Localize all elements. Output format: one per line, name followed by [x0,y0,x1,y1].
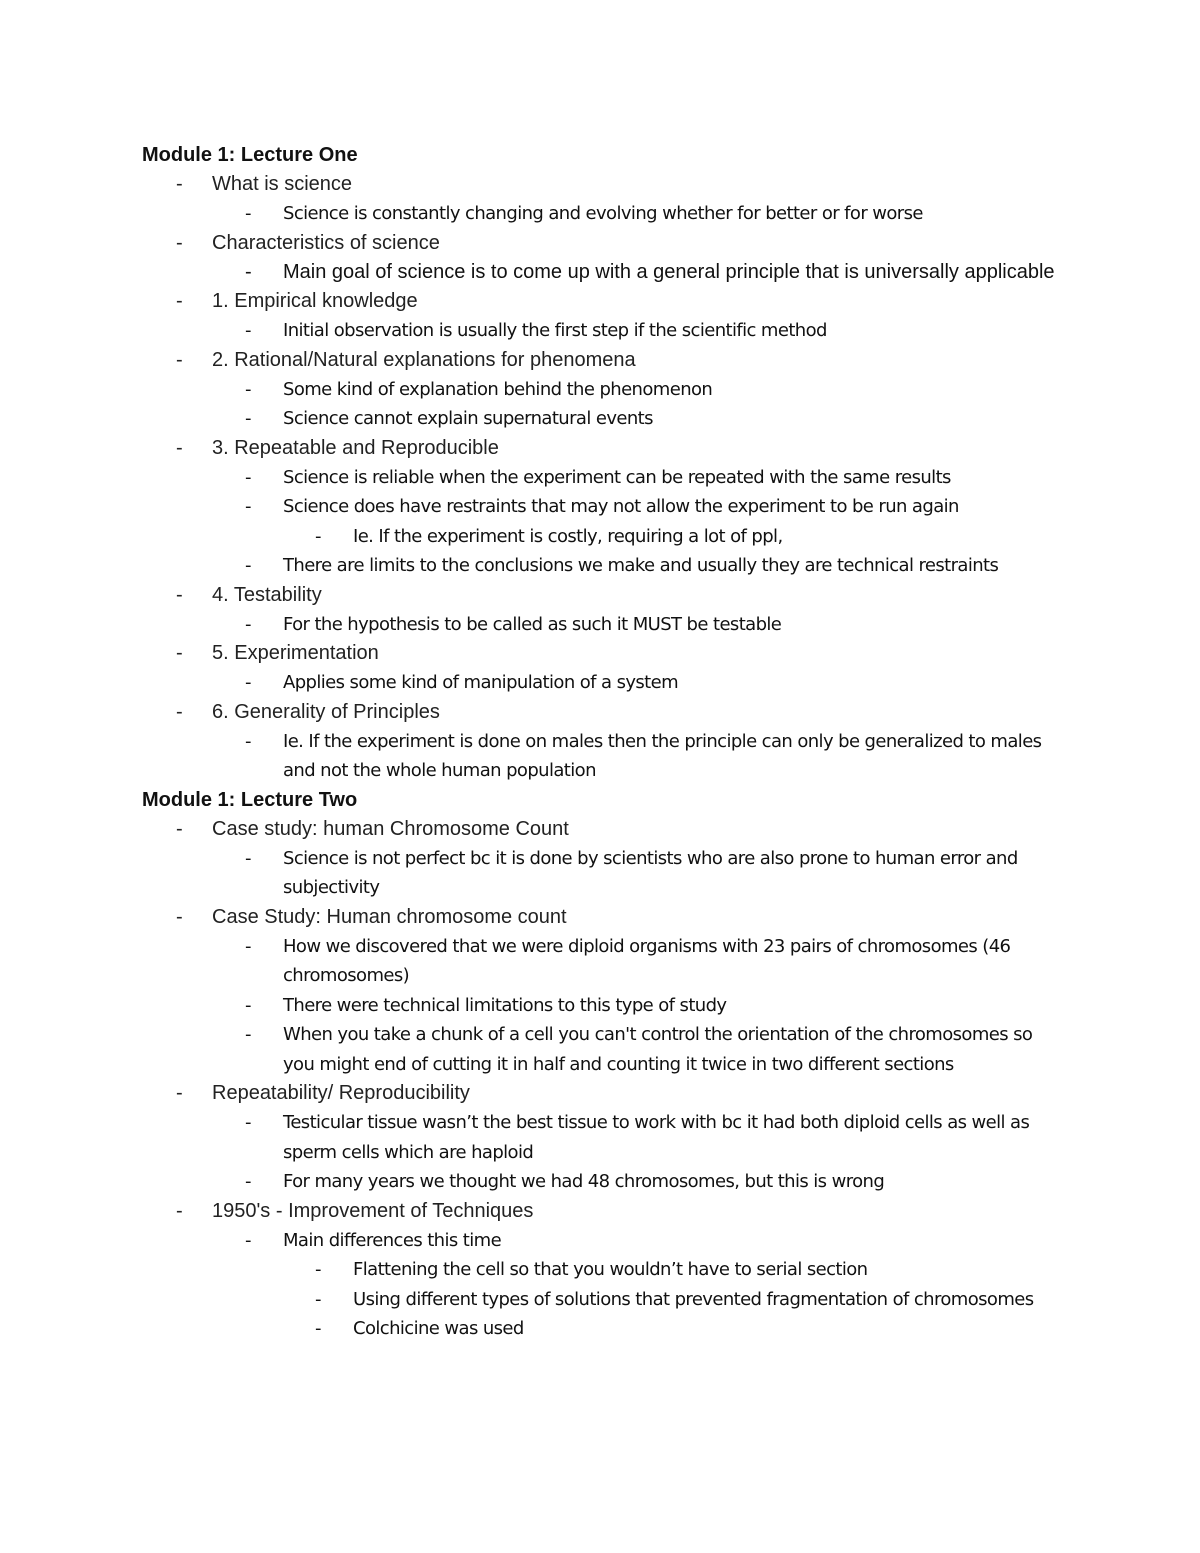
bullet-dash: - [176,817,183,840]
outline-item-level-3 [142,1255,1102,1285]
bullet-dash: - [176,905,183,928]
bullet-dash: - [315,1318,321,1339]
outline-item-level-2 [142,668,1102,698]
bullet-dash: - [245,378,251,400]
bullet-dash: - [176,173,183,195]
outline-item-text: Case Study: Human chromosome count [212,905,567,928]
outline-item-level-1 [142,170,1102,199]
outline-item-level-1 [142,287,1102,316]
bullet-dash: - [176,642,183,664]
notes-content [142,141,1102,1344]
bullet-dash: - [245,730,251,752]
outline-item-level-2 [142,404,1102,434]
outline-item-text: Characteristics of science [212,231,440,254]
outline-item-text: Science is constantly changing and evolving whether for better or for worse [283,203,923,224]
bullet-dash: - [245,935,251,957]
outline-item-text: Repeatability/ Reproducibility [212,1082,470,1104]
outline-item-level-1 [142,229,1102,258]
bullet-dash: - [245,672,251,693]
outline-item-level-2 [142,463,1102,493]
outline-item-level-2 [142,199,1102,229]
outline-item-text: Initial observation is usually the first step if the scientific method [283,320,827,341]
outline-item-text: Science is not perfect bc it is done by scientists who are also prone to human error and subjectivity [283,847,1018,898]
outline-item-level-2 [142,258,1102,288]
outline-item-text: 4. Testability [212,583,322,606]
outline-item-level-1 [142,639,1102,668]
outline-item-text: How we discovered that we were diploid organisms with 23 pairs of chromosomes (46 chromosomes) [283,935,1011,986]
outline-item-level-1 [142,1197,1102,1226]
outline-item-level-2 [142,610,1102,640]
outline-item-level-3 [142,522,1102,552]
bullet-dash: - [176,583,183,606]
bullet-dash: - [176,436,183,459]
outline-item-text: Colchicine was used [353,1318,524,1339]
bullet-dash: - [245,847,251,869]
bullet-dash: - [245,1229,251,1251]
outline-item-text: Testicular tissue wasn’t the best tissue to work with bc it had both diploid cells as well as sperm cells which are haploid [283,1112,1030,1163]
outline-item-level-2 [142,844,1102,903]
outline-item-text: Science does have restraints that may not allow the experiment to be run again [283,496,959,517]
outline-item-level-2 [142,492,1102,522]
bullet-dash: - [176,700,183,723]
outline-item-text: 5. Experimentation [212,642,379,664]
outline-item-level-1 [142,346,1102,375]
bullet-dash: - [176,348,183,371]
bullet-dash: - [245,1171,251,1192]
outline-item-level-3 [142,1314,1102,1344]
outline-item-level-2 [142,1167,1102,1197]
bullet-dash: - [245,1024,251,1045]
outline-item-text: Case study: human Chromosome Count [212,817,569,840]
bullet-dash: - [245,203,251,224]
bullet-dash: - [315,1259,321,1280]
outline-item-text: Ie. If the experiment is costly, requiring a lot of ppl, [353,525,783,547]
outline-item-text: Main goal of science is to come up with a general principle that is universally applicable [283,260,1055,283]
outline-item-text: 3. Repeatable and Reproducible [212,436,499,459]
bullet-dash: - [245,466,251,488]
outline-item-text: 2. Rational/Natural explanations for phenomena [212,348,636,371]
outline-item-text: What is science [212,173,353,195]
outline-item-level-2 [142,1020,1102,1079]
bullet-dash: - [245,496,251,517]
outline-item-level-2 [142,316,1102,346]
outline-item-level-2 [142,932,1102,991]
outline-item-level-1 [142,434,1102,463]
outline-item-text: Using different types of solutions that prevented fragmentation of chromosomes [353,1288,1034,1310]
bullet-dash: - [315,525,321,547]
outline-item-text: Some kind of explanation behind the phenomenon [283,378,713,400]
outline-item-level-3 [142,1285,1102,1315]
outline-item-text: Science is reliable when the experiment can be repeated with the same results [283,466,951,488]
bullet-dash: - [245,260,252,283]
outline-item-text: For the hypothesis to be called as such it MUST be testable [283,613,782,635]
outline-item-text: Flattening the cell so that you wouldn’t have to serial section [353,1259,868,1280]
outline-item-level-1 [142,581,1102,610]
outline-item-text: Ie. If the experiment is done on males then the principle can only be generalized to males and not the whole human population [283,730,1042,781]
section-heading: Module 1: Lecture Two [142,788,358,811]
outline-item-level-2 [142,727,1102,786]
outline-item-level-2 [142,991,1102,1021]
outline-item-text: Applies some kind of manipulation of a system [283,672,679,693]
outline-item-level-1 [142,815,1102,844]
section-heading: Module 1: Lecture One [142,144,358,166]
outline-item-text: When you take a chunk of a cell you can't control the orientation of the chromosomes so you might end of cutting it in half and counting it twice in two different sections [283,1024,1033,1075]
bullet-dash: - [245,994,251,1016]
outline-item-level-1 [142,1079,1102,1108]
bullet-dash: - [245,408,251,429]
outline-item-level-2 [142,1108,1102,1167]
bullet-dash: - [245,613,251,635]
outline-item-level-2 [142,375,1102,405]
bullet-dash: - [245,320,251,341]
outline-item-level-2 [142,1226,1102,1256]
outline-item-level-2 [142,551,1102,581]
outline-item-text: Main differences this time [283,1229,502,1251]
outline-item-text: For many years we thought we had 48 chromosomes, but this is wrong [283,1171,885,1192]
bullet-dash: - [176,231,183,254]
bullet-dash: - [176,290,183,312]
bullet-dash: - [315,1288,321,1310]
bullet-dash: - [176,1199,183,1222]
outline-item-text: 6. Generality of Principles [212,700,440,723]
outline-item-text: Science cannot explain supernatural events [283,408,653,429]
outline-item-text: 1950's - Improvement of Techniques [212,1199,534,1222]
bullet-dash: - [176,1082,183,1104]
outline-item-text: 1. Empirical knowledge [212,290,418,312]
outline-item-level-1 [142,903,1102,932]
bullet-dash: - [245,555,251,576]
bullet-dash: - [245,1112,251,1133]
outline-item-text: There are limits to the conclusions we make and usually they are technical restraints [283,555,999,576]
outline-item-level-1 [142,698,1102,727]
outline-item-text: There were technical limitations to this type of study [283,994,727,1016]
